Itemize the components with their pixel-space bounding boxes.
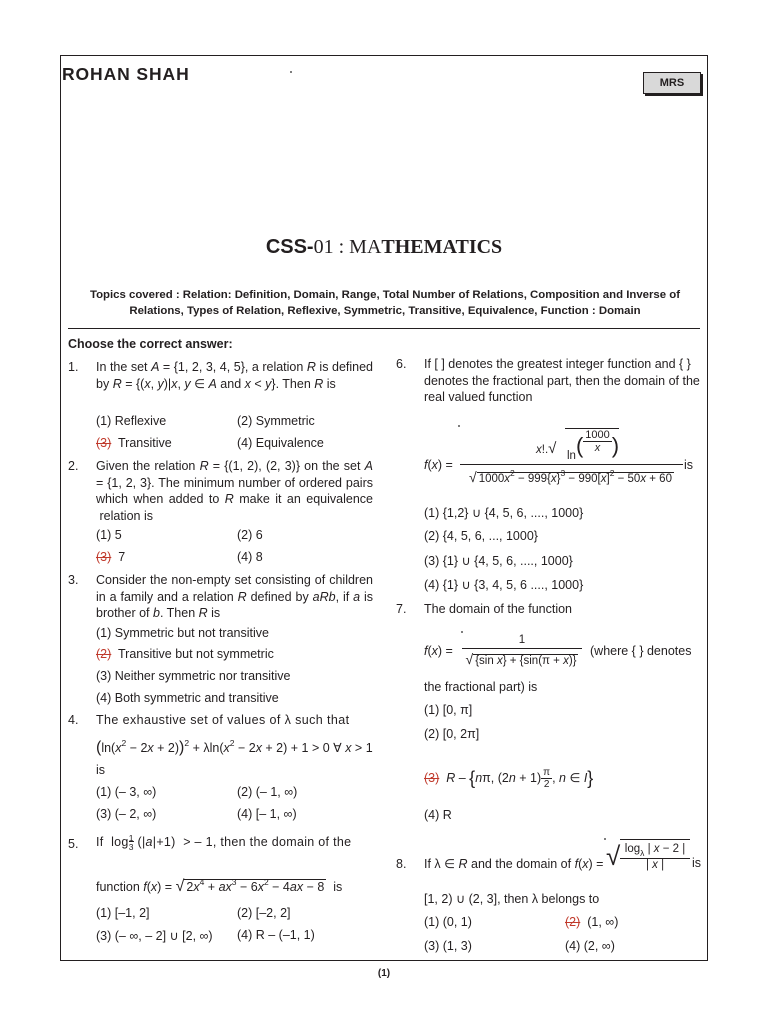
q8-option-2: (2) (1, ∞) <box>565 915 619 929</box>
q6-option-1: (1) {1,2} ∪ {4, 5, 6, ...., 1000} <box>424 506 584 520</box>
q6-text: If [ ] denotes the greatest integer function and { } denotes the fractional part, then the domain of the real valued function <box>424 357 700 404</box>
q6-fx-label: f(x) = <box>424 458 453 472</box>
q6-fraction: x!.√ ln( $\frac{1000}{x}$ ) √ $1000x^2 - 999\{x\}^3 - 990[x]^2 - 50x + 60$ <box>460 428 683 485</box>
q2-option-1: (1) 5 <box>96 528 122 542</box>
q7-option-4: (4) R <box>424 808 452 822</box>
q7-fx-label: f(x) = <box>424 644 453 658</box>
speck <box>458 425 460 427</box>
q8-text: If λ ∈ R and the domain of f(x) = <box>424 857 604 871</box>
q1-option-3: (3) Transitive <box>96 436 172 450</box>
q2-option-4: (4) 8 <box>237 550 263 564</box>
q8-option-4: (4) (2, ∞) <box>565 939 615 953</box>
q3-text: Consider the non-empty set consisting of children in a family and a relation R defined by aRb, if a is brother of b. Then R is <box>96 573 374 620</box>
q6-is: is <box>684 458 694 472</box>
q1-option-1: (1) Reflexive <box>96 414 167 428</box>
q2-text: Given the relation R = {(1, 2), (2, 3)} on the set A = {1, 2, 3}. The minimum number of ordered pairs which when added to R make it an equivalence relation is <box>96 459 373 523</box>
q8-option-3: (3) (1, 3) <box>424 939 472 953</box>
q5-option-1: (1) [–1, 2] <box>96 906 150 920</box>
q1-option-2: (2) Symmetric <box>237 414 315 428</box>
q5-option-3: (3) (– ∞, – 2] ∪ [2, ∞) <box>96 929 213 943</box>
author-name: ROHAN SHAH <box>62 64 190 84</box>
page-number: (1) <box>377 968 391 979</box>
instruction: Choose the correct answer: <box>68 337 233 351</box>
mrs-badge: MRS <box>643 72 701 94</box>
q7-option-2: (2) [0, 2π] <box>424 727 480 741</box>
q4-number: 4. <box>68 713 79 727</box>
q8-option-1: (1) (0, 1) <box>424 915 472 929</box>
q1-number: 1. <box>68 360 79 374</box>
q1-text: In the set A = {1, 2, 3, 4, 5}, a relation R is defined by R = {(x, y)|x, y ∈ A and x < y}. Then R is <box>96 360 373 391</box>
q8-is: is <box>692 856 702 870</box>
q7-text: The domain of the function <box>424 602 573 616</box>
q4-text: The exhaustive set of values of λ such that <box>96 713 350 727</box>
topics-covered: Topics covered : Relation: Definition, Domain, Range, Total Number of Relations, Composition and Inverse of Relations, Types of Relation, Reflexive, Symmetric, Transitive, Equivalence, Function : Domain <box>89 289 681 317</box>
q7-fraction: 1 √ {sin x} + {sin(π + x)} <box>462 634 582 667</box>
page-title: CSS-01 : MATHEMATICS <box>265 236 503 258</box>
q4-option-1: (1) (– 3, ∞) <box>96 785 157 799</box>
q4-option-2: (2) (– 1, ∞) <box>237 785 298 799</box>
q4-is: is <box>96 763 106 777</box>
q8-number: 8. <box>396 857 407 871</box>
q2-option-3: (3) 7 <box>96 550 126 564</box>
speck <box>290 71 292 73</box>
q7-option-3: (3) R – {nπ, (2n + 1) $\frac{\pi}{2}$ , n ∈ I} <box>424 767 594 791</box>
q7-where: (where { } denotes <box>590 644 692 658</box>
q6-option-3: (3) {1} ∪ {4, 5, 6, ...., 1000} <box>424 554 573 568</box>
q2-option-2: (2) 6 <box>237 528 263 542</box>
speck <box>461 631 463 633</box>
q3-option-1: (1) Symmetric but not transitive <box>96 626 269 640</box>
q4-formula: $(\ln(x^2 - 2x + 2))^2 + \lambda\ln(x^2 - 2x + 2) + 1 > 0$ ∀ x > 1 <box>96 738 373 756</box>
q3-option-2: (2) Transitive but not symmetric <box>96 647 274 661</box>
q4-option-4: (4) [– 1, ∞) <box>237 807 297 821</box>
q5-option-4: (4) R – (–1, 1) <box>237 928 315 942</box>
q5-text: If log1 3 (|a|+1) > – 1, then the domain of the <box>96 833 352 852</box>
q6-option-4: (4) {1} ∪ {3, 4, 5, 6 ...., 1000} <box>424 578 584 592</box>
q2-number: 2. <box>68 459 79 473</box>
q6-number: 6. <box>396 357 407 371</box>
q8-text-2: [1, 2) ∪ (2, 3], then λ belongs to <box>424 892 600 906</box>
q4-option-3: (3) (– 2, ∞) <box>96 807 157 821</box>
q3-option-4: (4) Both symmetric and transitive <box>96 691 279 705</box>
q5-option-2: (2) [–2, 2] <box>237 906 291 920</box>
divider <box>68 328 700 329</box>
q7-option-1: (1) [0, π] <box>424 703 473 717</box>
q7-number: 7. <box>396 602 407 616</box>
q5-function: function f(x) = √ $2x^4 + ax^3 - 6x^2 - 4ax - 8$ is <box>96 877 343 895</box>
q3-number: 3. <box>68 573 79 587</box>
speck <box>604 838 606 840</box>
q1-option-4: (4) Equivalence <box>237 436 324 450</box>
q5-number: 5. <box>68 837 79 851</box>
q6-option-2: (2) {4, 5, 6, ..., 1000} <box>424 529 538 543</box>
q3-option-3: (3) Neither symmetric nor transitive <box>96 669 291 683</box>
q7-tail: the fractional part) is <box>424 680 538 694</box>
